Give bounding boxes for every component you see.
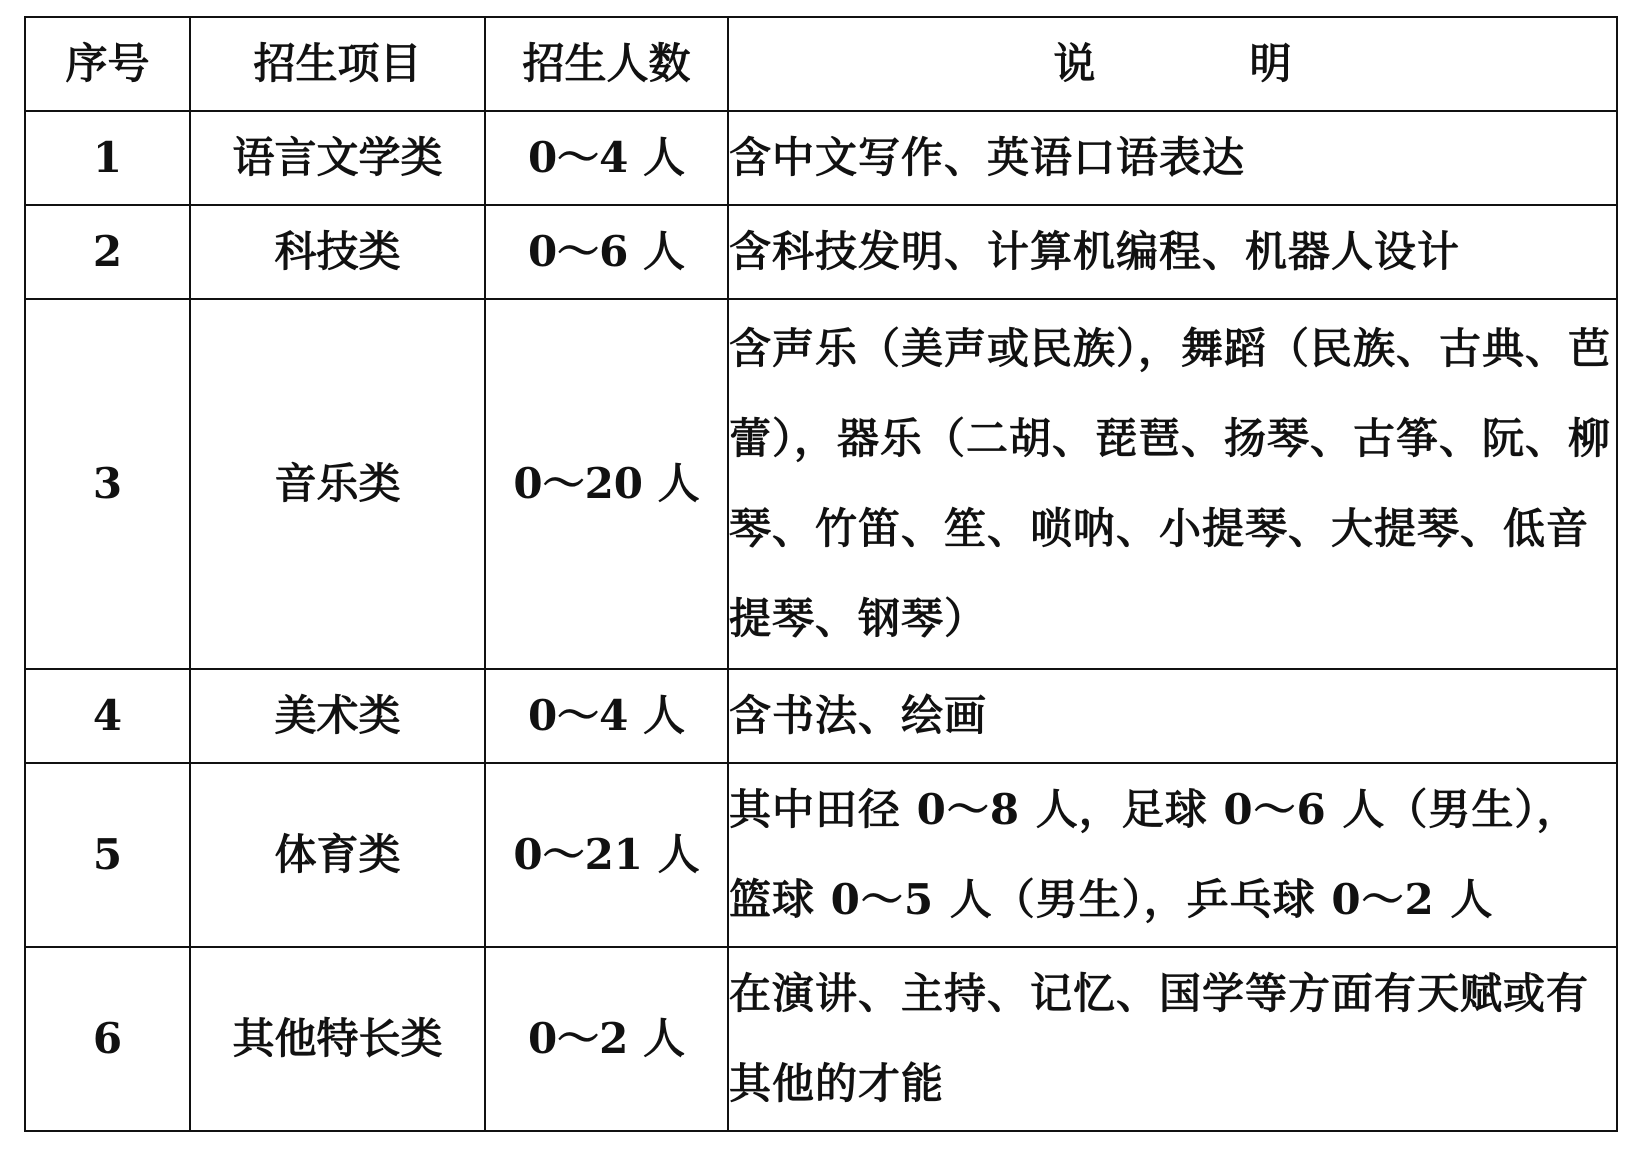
row-number: 6 (25, 947, 190, 1131)
table-row (25, 669, 1617, 763)
table-row (25, 111, 1617, 205)
table-header-row (25, 17, 1617, 111)
row-description: 其中田径 0～8 人，足球 0～6 人（男生），篮球 0～5 人（男生），乒乓球 0～2 人 (728, 763, 1617, 947)
table-row (25, 205, 1617, 299)
row-item: 体育类 (190, 763, 485, 947)
table-row (25, 299, 1617, 669)
row-item: 美术类 (190, 669, 485, 763)
row-item: 其他特长类 (190, 947, 485, 1131)
row-count: 0～20 人 (485, 299, 728, 669)
header-recruit-item: 招生项目 (190, 17, 485, 111)
row-number: 1 (25, 111, 190, 205)
table-row (25, 947, 1617, 1131)
row-count: 0～21 人 (485, 763, 728, 947)
row-count: 0～4 人 (485, 669, 728, 763)
table-row (25, 763, 1617, 947)
row-description: 含书法、绘画 (728, 669, 1617, 763)
row-description: 含科技发明、计算机编程、机器人设计 (728, 205, 1617, 299)
header-recruit-count: 招生人数 (485, 17, 728, 111)
header-serial-number: 序号 (25, 17, 190, 111)
row-item: 语言文学类 (190, 111, 485, 205)
row-item: 科技类 (190, 205, 485, 299)
row-number: 4 (25, 669, 190, 763)
header-description: 说 明 (728, 17, 1617, 111)
row-count: 0～4 人 (485, 111, 728, 205)
row-count: 0～2 人 (485, 947, 728, 1131)
row-count: 0～6 人 (485, 205, 728, 299)
row-description: 在演讲、主持、记忆、国学等方面有天赋或有其他的才能 (728, 947, 1617, 1131)
row-item: 音乐类 (190, 299, 485, 669)
row-number: 5 (25, 763, 190, 947)
row-number: 2 (25, 205, 190, 299)
row-number: 3 (25, 299, 190, 669)
recruitment-table (24, 16, 1618, 1132)
row-description: 含声乐（美声或民族），舞蹈（民族、古典、芭蕾），器乐（二胡、琵琶、扬琴、古筝、阮、柳琴、竹笛、笙、唢呐、小提琴、大提琴、低音提琴、钢琴） (728, 299, 1617, 669)
row-description: 含中文写作、英语口语表达 (728, 111, 1617, 205)
